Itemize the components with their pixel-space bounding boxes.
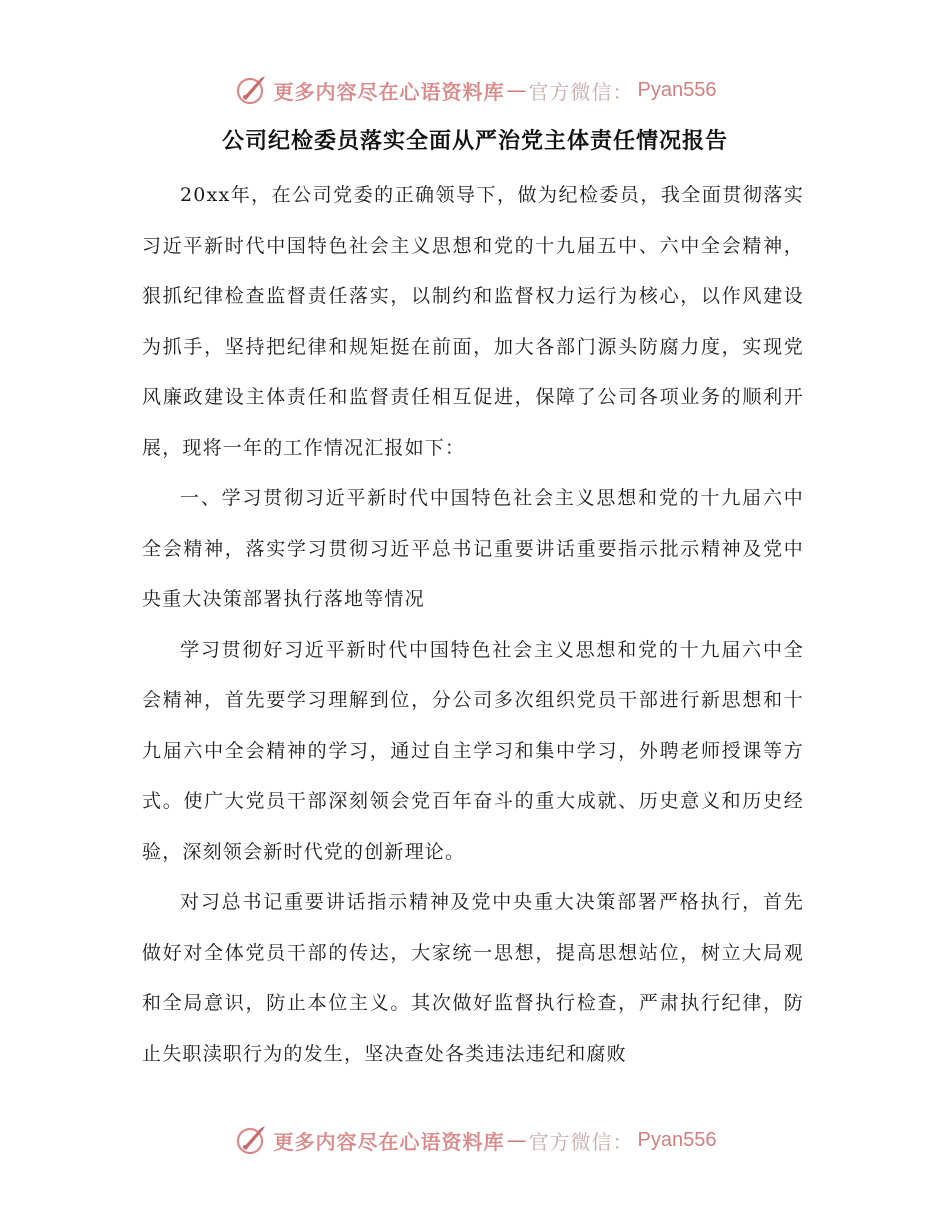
- paragraph-intro: 20xx年，在公司党委的正确领导下，做为纪检委员，我全面贯彻落实习近平新时代中国特色社会主义思想和党的十九届五中、六中全会精神，狠抓纪律检查监督责任落实，以制约和监督权力运行为核心，以作风建设为抓手，坚持把纪律和规矩挺在前面，加大各部门源头防腐力度，实现党风廉政建设主体责任和监督责任相互促进，保障了公司各项业务的顺利开展，现将一年的工作情况汇报如下：: [142, 184, 804, 459]
- quill-pen-circle-icon: [234, 1123, 268, 1157]
- header-watermark: [0, 70, 950, 110]
- watermark-wechat-id: Pyan556: [637, 1128, 717, 1151]
- document-body: [142, 170, 804, 1079]
- watermark-separator: —: [506, 1128, 527, 1152]
- watermark-wechat-label: 官方微信：: [528, 1129, 634, 1154]
- watermark-brand-text: 更多内容尽在心语资料库: [273, 1129, 505, 1154]
- watermark-wechat-label: 官方微信：: [528, 79, 634, 104]
- paragraph-study: 学习贯彻好习近平新时代中国特色社会主义思想和党的十九届六中全会精神，首先要学习理解到位，分公司多次组织党员干部进行新思想和十九届六中全会精神的学习，通过自主学习和集中学习，外聘老师授课等方式。使广大党员干部深刻领会党百年奋斗的重大成就、历史意义和历史经验，深刻领会新时代党的创新理论。: [142, 638, 804, 863]
- paragraph-implementation: 对习总书记重要讲话指示精神及党中央重大决策部署严格执行，首先做好对全体党员干部的传达，大家统一思想，提高思想站位，树立大局观和全局意识，防止本位主义。其次做好监督执行检查，严肃执行纪律，防止失职渎职行为的发生，坚决查处各类违法违纪和腐败: [142, 891, 804, 1065]
- watermark-separator: —: [506, 78, 527, 102]
- document-title: 公司纪检委员落实全面从严治党主体责任情况报告: [221, 129, 728, 154]
- quill-pen-circle-icon: [234, 73, 268, 107]
- footer-watermark: [0, 1120, 950, 1160]
- watermark-wechat-id: Pyan556: [637, 78, 717, 101]
- paragraph-section-heading: 一、学习贯彻习近平新时代中国特色社会主义思想和党的十九届六中全会精神，落实学习贯彻习近平总书记重要讲话重要指示批示精神及党中央重大决策部署执行落地等情况: [142, 487, 804, 610]
- watermark-brand-text: 更多内容尽在心语资料库: [273, 79, 505, 104]
